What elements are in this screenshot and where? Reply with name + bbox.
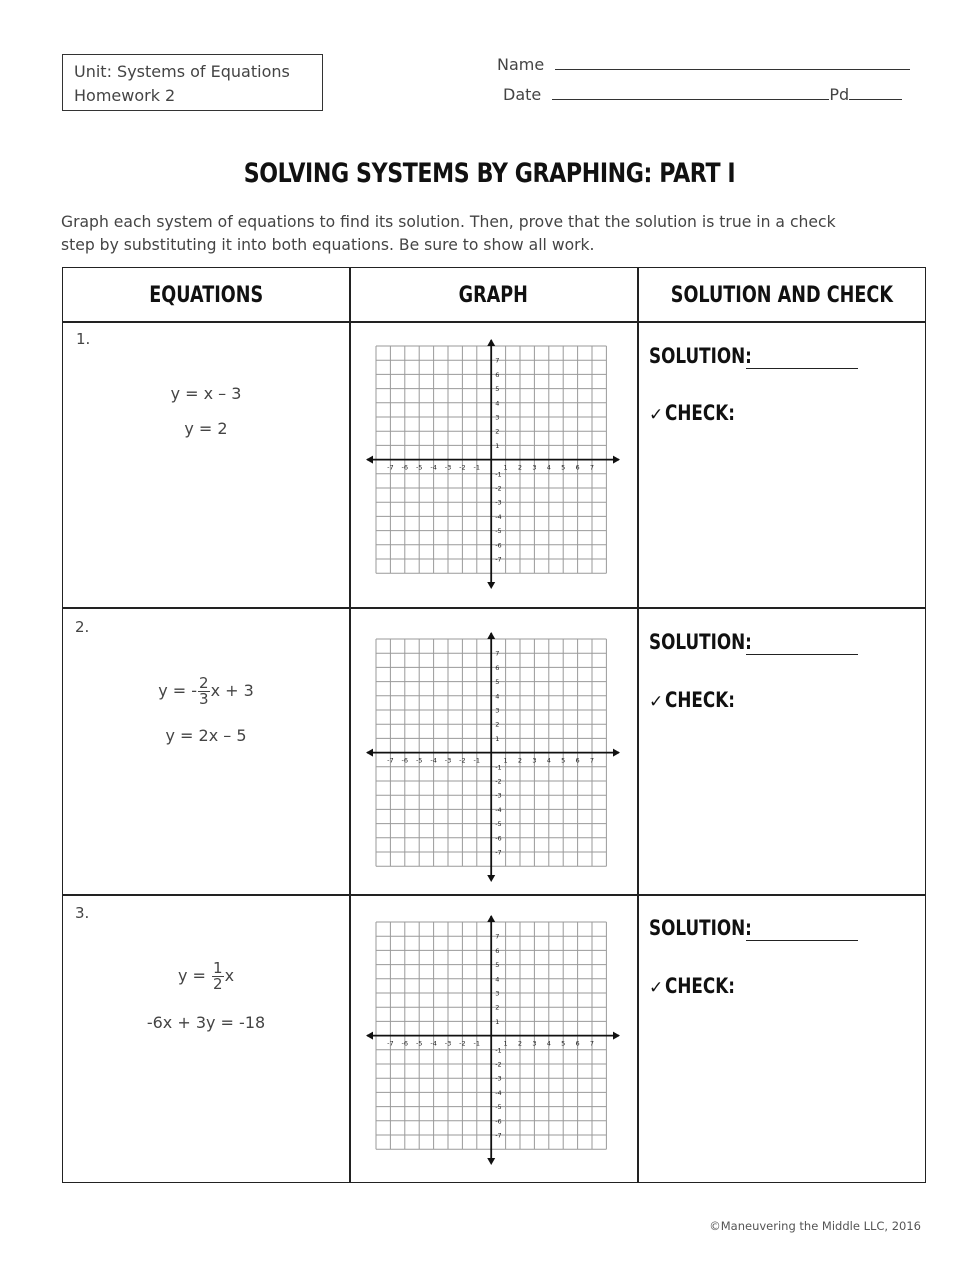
x-tick-label: -2 [459,756,466,765]
unit-label: Unit: Systems of Equations [74,62,290,81]
x-tick-label: 5 [561,756,566,765]
instructions-line-2: step by substituting it into both equations. Be sure to show all work. [61,236,595,254]
x-tick-label: -4 [430,463,437,472]
pd-blank[interactable] [849,83,902,100]
checkmark-icon: ✓ [649,978,664,998]
x-tick-label: 4 [546,756,551,765]
solution-label: SOLUTION: [649,344,752,368]
y-tick-label: 2 [495,427,500,436]
y-tick-label: 7 [495,649,500,658]
x-tick-label: 2 [517,1039,523,1048]
arrow-up-icon [487,339,495,346]
arrow-up-icon [487,632,495,639]
solution-blank[interactable] [746,654,858,655]
x-tick-label: -1 [473,463,481,472]
equation-1: y = $\frac{1}{2}$ x [177,959,235,993]
header-graph: GRAPH [458,283,529,308]
y-tick-label: -5 [495,1103,502,1112]
date-field[interactable] [503,83,902,104]
x-tick-label: 4 [546,1039,551,1048]
x-tick-label: -5 [415,756,423,765]
x-tick-label: 3 [532,1039,537,1048]
y-tick-label: 6 [495,370,500,379]
x-tick-label: -6 [401,1039,409,1048]
x-tick-label: -7 [387,463,394,472]
checkmark-icon: ✓ [649,405,664,425]
arrow-down-icon [487,1158,495,1165]
y-tick-label: 5 [495,961,500,970]
name-blank[interactable] [555,53,910,70]
x-tick-label: -2 [459,463,466,472]
x-tick-label: 6 [575,463,580,472]
x-tick-label: 1 [503,463,508,472]
y-tick-label: -5 [495,820,502,829]
y-tick-label: -7 [495,848,502,857]
x-tick-label: 7 [589,1039,595,1048]
x-tick-label: -2 [459,1039,466,1048]
y-tick-label: 4 [495,692,500,701]
y-tick-label: -5 [495,527,502,536]
x-tick-label: -5 [415,1039,423,1048]
y-tick-label: 4 [495,399,500,408]
coordinate-grid[interactable] [365,632,621,882]
solution-blank[interactable] [746,940,858,941]
arrow-right-icon [613,749,620,757]
y-tick-label: 2 [495,720,500,729]
x-tick-label: -3 [444,463,452,472]
y-tick-label: -7 [495,555,502,564]
fraction: $\frac{1}{2}$ [213,959,223,993]
y-tick-label: 1 [495,441,500,450]
y-tick-label: 4 [495,975,500,984]
worksheet-table [62,267,926,1183]
x-tick-label: -6 [401,463,409,472]
row-divider [63,607,925,609]
y-tick-label: -6 [495,541,502,550]
y-tick-label: -2 [495,1060,502,1069]
y-tick-label: 6 [495,663,500,672]
solution-blank[interactable] [746,368,858,369]
y-tick-label: 7 [495,932,500,941]
y-tick-label: 3 [495,989,500,998]
y-tick-label: 5 [495,385,500,394]
arrow-up-icon [487,915,495,922]
x-tick-label: 7 [589,463,595,472]
arrow-left-icon [366,749,373,757]
arrow-right-icon [613,456,620,464]
y-tick-label: 2 [495,1003,500,1012]
x-tick-label: 2 [517,463,523,472]
y-tick-label: 1 [495,734,500,743]
arrow-left-icon [366,1032,373,1040]
y-tick-label: 5 [495,678,500,687]
x-tick-label: -4 [430,1039,437,1048]
y-tick-label: -4 [495,805,502,814]
checkmark-icon: ✓ [649,692,664,712]
solution-field[interactable] [649,344,778,368]
solution-field[interactable] [649,630,778,654]
y-tick-label: -3 [495,498,502,507]
coordinate-grid[interactable] [365,915,621,1165]
x-tick-label: -4 [430,756,437,765]
equation-2: y = 2x – 5 [165,726,247,745]
y-tick-label: 3 [495,413,500,422]
check-label: CHECK: [665,974,736,998]
x-tick-label: 1 [503,756,508,765]
problem-number: 2. [75,618,90,636]
x-tick-label: -7 [387,1039,394,1048]
header-equations: EQUATIONS [149,283,263,308]
equation-1: y = - $\frac{2}{3}$ x + 3 [158,674,254,708]
date-blank[interactable] [552,83,829,100]
name-label: Name [497,55,545,74]
problem-number: 3. [75,904,90,922]
x-tick-label: 5 [561,1039,566,1048]
unit-box [62,54,323,111]
solution-field[interactable] [649,916,778,940]
problem-number: 1. [76,330,91,348]
pd-label: Pd [829,85,850,104]
equation-2: y = 2 [184,419,228,438]
check-label: CHECK: [665,688,736,712]
x-tick-label: 6 [575,1039,580,1048]
solution-label: SOLUTION: [649,630,752,654]
y-tick-label: -1 [495,763,502,772]
x-tick-label: -6 [401,756,409,765]
x-tick-label: -5 [415,463,423,472]
y-tick-label: -6 [495,834,502,843]
homework-label: Homework 2 [74,86,176,105]
x-tick-label: -3 [444,1039,452,1048]
date-label: Date [503,85,542,104]
arrow-right-icon [613,1032,620,1040]
column-divider [349,268,351,1182]
check-area[interactable] [649,401,753,425]
instructions-line-1: Graph each system of equations to find its solution. Then, prove that the solution is true in a check [61,213,836,231]
solution-label: SOLUTION: [649,916,752,940]
coordinate-grid[interactable] [365,339,621,589]
y-tick-label: -7 [495,1131,502,1140]
y-tick-label: -4 [495,512,502,521]
y-tick-label: -1 [495,470,502,479]
x-tick-label: 2 [517,756,523,765]
x-tick-label: 7 [589,756,595,765]
x-tick-label: -1 [473,756,481,765]
check-label: CHECK: [665,401,736,425]
fraction: $\frac{2}{3}$ [199,674,209,708]
x-tick-label: 3 [532,463,537,472]
header-solution-check: SOLUTION AND CHECK [670,283,893,308]
row-divider [63,894,925,896]
arrow-down-icon [487,875,495,882]
y-tick-label: 6 [495,946,500,955]
x-tick-label: 3 [532,756,537,765]
arrow-down-icon [487,582,495,589]
equation-1: y = x – 3 [170,384,242,403]
page-title: SOLVING SYSTEMS BY GRAPHING: PART I [243,158,736,189]
arrow-left-icon [366,456,373,464]
y-tick-label: -3 [495,791,502,800]
x-tick-label: 1 [503,1039,508,1048]
y-tick-label: 1 [495,1017,500,1026]
y-tick-label: 7 [495,356,500,365]
x-tick-label: -7 [387,756,394,765]
name-field[interactable] [497,53,910,74]
y-tick-label: -2 [495,484,502,493]
x-tick-label: -1 [473,1039,481,1048]
equation-2: -6x + 3y = -18 [146,1013,266,1032]
check-area[interactable] [649,974,753,998]
column-divider [637,268,639,1182]
x-tick-label: 4 [546,463,551,472]
y-tick-label: -3 [495,1074,502,1083]
copyright-footer: ©Maneuvering the Middle LLC, 2016 [709,1219,921,1233]
y-tick-label: 3 [495,706,500,715]
check-area[interactable] [649,688,753,712]
x-tick-label: 6 [575,756,580,765]
y-tick-label: -6 [495,1117,502,1126]
y-tick-label: -1 [495,1046,502,1055]
instructions [61,211,931,257]
x-tick-label: -3 [444,756,452,765]
y-tick-label: -4 [495,1088,502,1097]
y-tick-label: -2 [495,777,502,786]
x-tick-label: 5 [561,463,566,472]
